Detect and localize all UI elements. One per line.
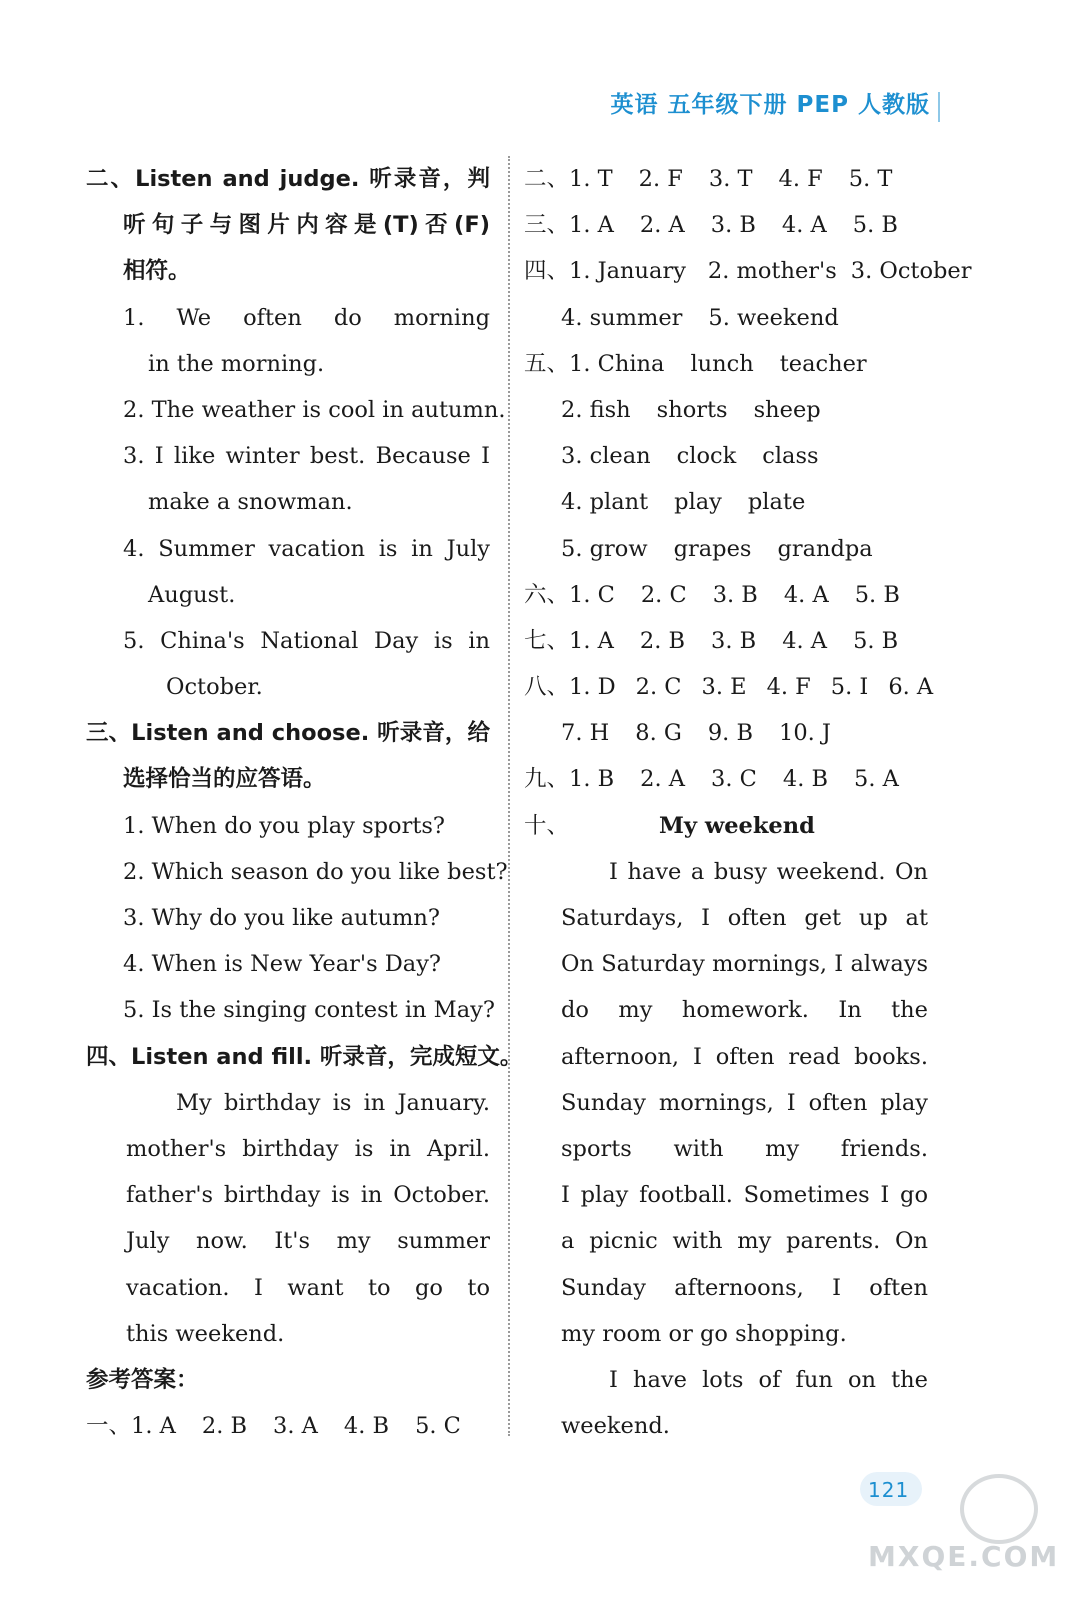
essay-line-1: I have a busy weekend. On	[609, 858, 928, 885]
s3-item-1: 1. When do you play sports?	[123, 812, 445, 839]
reference-answers-heading: 参考答案：	[86, 1366, 199, 1393]
answer: 8. G	[635, 720, 682, 747]
section-3-heading-cont: 选择恰当的应答语。	[123, 766, 326, 793]
answer: 4. B	[343, 1413, 390, 1440]
answer: 7. H	[561, 720, 610, 747]
answer: 4. A	[782, 627, 828, 654]
page-number: 121	[868, 1478, 910, 1502]
answer: 一、1. A	[86, 1413, 176, 1440]
answer: 5. grow	[561, 535, 648, 562]
answer: 六、1. C	[524, 581, 615, 608]
answer: 4. A	[783, 581, 829, 608]
answer: 3. B	[712, 581, 758, 608]
s2-item-2: 2. The weather is cool in autumn.	[123, 396, 506, 423]
answer: 4. F	[778, 166, 823, 192]
answer-row-8	[524, 664, 934, 710]
answer: 八、1. D	[524, 674, 616, 701]
answer: 3. C	[711, 766, 757, 793]
answer: play	[674, 489, 722, 516]
answer-row-4-cont	[524, 295, 928, 341]
s2-item-1: 1. We often do morning	[123, 304, 490, 331]
answer: grandpa	[777, 535, 873, 562]
answer-row-8-cont	[524, 710, 928, 756]
answer: sheep	[753, 396, 821, 423]
watermark: MXQE.COM	[868, 1540, 1060, 1573]
answer-label: 十、	[524, 812, 570, 839]
answer: 5. B	[854, 581, 900, 608]
essay-line-4: do my homework. In the	[561, 997, 928, 1024]
answer-row-7	[524, 618, 928, 664]
answer: 3. A	[273, 1413, 318, 1440]
answer: 2. B	[201, 1413, 248, 1440]
s2-item-4-cont: August.	[148, 581, 236, 608]
watermark-seal-icon	[960, 1474, 1038, 1544]
s4-para-line-6: this weekend.	[126, 1320, 285, 1347]
answer: 10. J	[779, 720, 831, 747]
section-2-heading-end: 相符。	[123, 258, 191, 285]
answer: class	[762, 443, 819, 470]
essay-title: My weekend	[659, 812, 815, 839]
s4-para-line-5: vacation. I want to go to	[126, 1274, 490, 1301]
answer: 5. weekend	[708, 304, 839, 331]
section-2-heading-cont: 听句子与图片内容是(T)否(F)	[123, 212, 490, 239]
answer: plate	[747, 489, 806, 516]
answer: 9. B	[707, 720, 753, 747]
answer-row-4	[524, 248, 972, 294]
s3-item-3: 3. Why do you like autumn?	[123, 905, 440, 931]
answer-row-9	[524, 756, 928, 802]
answer: 五、1. China	[524, 350, 665, 377]
answer: 5. I	[830, 674, 869, 701]
answer: shorts	[656, 396, 728, 423]
essay-line-7: sports with my friends.	[561, 1135, 928, 1162]
s2-item-3-cont: make a snowman.	[148, 489, 353, 516]
essay-line-8: I play football. Sometimes I go	[561, 1182, 928, 1209]
answer: 3. clean	[561, 443, 651, 470]
answer: 2. mother's	[707, 258, 837, 285]
answer-row-5	[524, 341, 928, 387]
essay-line-9: a picnic with my parents. On	[561, 1228, 928, 1255]
answer-row-2	[524, 156, 928, 202]
column-divider	[508, 156, 510, 1436]
section-3-heading: 三、Listen and choose. 听录音，给	[86, 720, 490, 747]
answer-row-5-5	[524, 526, 928, 572]
answer-row-10	[524, 803, 928, 849]
s4-para-line-1: My birthday is in January.	[176, 1089, 490, 1116]
answer-row-3	[524, 202, 928, 248]
answer: 九、1. B	[524, 766, 615, 793]
answer: 4. summer	[561, 304, 683, 331]
answer-row-6	[524, 572, 928, 618]
answer: clock	[676, 443, 737, 470]
answer: 3. T	[708, 166, 753, 192]
answer: 3. B	[710, 212, 756, 239]
answer: 4. plant	[561, 489, 649, 516]
essay-line-5: afternoon, I often read books.	[561, 1043, 928, 1070]
s4-para-line-3: father's birthday is in October.	[126, 1182, 490, 1209]
answer: 4. A	[781, 212, 827, 239]
s3-item-5: 5. Is the singing contest in May?	[123, 997, 495, 1024]
answer-row-5-4	[524, 479, 928, 525]
answer: teacher	[779, 350, 867, 377]
s4-para-line-4: July now. It's my summer	[126, 1228, 490, 1255]
answer: 3. October	[850, 258, 972, 285]
page-header: 英语 五年级下册 PEP 人教版	[610, 92, 930, 118]
answer: 5. A	[854, 766, 899, 793]
answer: 2. fish	[561, 396, 631, 423]
right-column	[524, 156, 972, 1449]
essay-line-10: Sunday afternoons, I often	[561, 1274, 928, 1301]
essay-line-2: Saturdays, I often get up at	[561, 905, 928, 931]
s2-item-1-cont: in the morning.	[148, 350, 325, 377]
essay-line-6: Sunday mornings, I often play	[561, 1089, 928, 1116]
answer: 4. F	[766, 674, 811, 701]
answer: lunch	[690, 350, 754, 377]
answer: 四、1. January	[524, 258, 686, 285]
answer: 2. C	[640, 581, 687, 608]
s3-item-4: 4. When is New Year's Day?	[123, 951, 441, 978]
answer: 2. A	[640, 766, 686, 793]
answer: 5. C	[415, 1413, 461, 1440]
answer-row-1	[86, 1403, 490, 1449]
s2-item-5: 5. China's National Day is in	[123, 627, 490, 654]
header-bar	[938, 92, 940, 122]
answer-row-5-3	[524, 433, 928, 479]
s2-item-3: 3. I like winter best. Because I	[123, 443, 490, 470]
answer: 二、1. T	[524, 166, 613, 192]
answer: 3. B	[711, 627, 757, 654]
answer: 4. B	[782, 766, 829, 793]
answer: 七、1. A	[524, 627, 614, 654]
s2-item-5-cont: October.	[166, 674, 263, 701]
answer: 3. E	[701, 674, 747, 701]
section-4-heading: 四、Listen and fill. 听录音，完成短文。	[86, 1043, 523, 1070]
answer: 5. T	[848, 166, 893, 192]
s3-item-2: 2. Which season do you like best?	[123, 858, 508, 885]
answer-row-5-2	[524, 387, 928, 433]
answer: 2. C	[635, 674, 682, 701]
s2-item-4: 4. Summer vacation is in July	[123, 535, 490, 562]
answer: 6. A	[888, 674, 934, 701]
essay-line-12: I have lots of fun on the	[609, 1366, 928, 1393]
answer: 5. B	[852, 212, 898, 239]
answer: 三、1. A	[524, 212, 614, 239]
answer: 2. B	[639, 627, 686, 654]
essay-line-13: weekend.	[561, 1413, 670, 1440]
answer: 2. F	[638, 166, 683, 192]
essay-line-11: my room or go shopping.	[561, 1320, 847, 1347]
essay-line-3: On Saturday mornings, I always	[561, 951, 928, 978]
left-column	[86, 156, 523, 1449]
answer: 5. B	[853, 627, 899, 654]
answer: grapes	[673, 535, 752, 562]
answer: 2. A	[639, 212, 685, 239]
s4-para-line-2: mother's birthday is in April.	[126, 1135, 490, 1162]
section-2-heading: 二、Listen and judge. 听录音，判	[86, 166, 490, 192]
